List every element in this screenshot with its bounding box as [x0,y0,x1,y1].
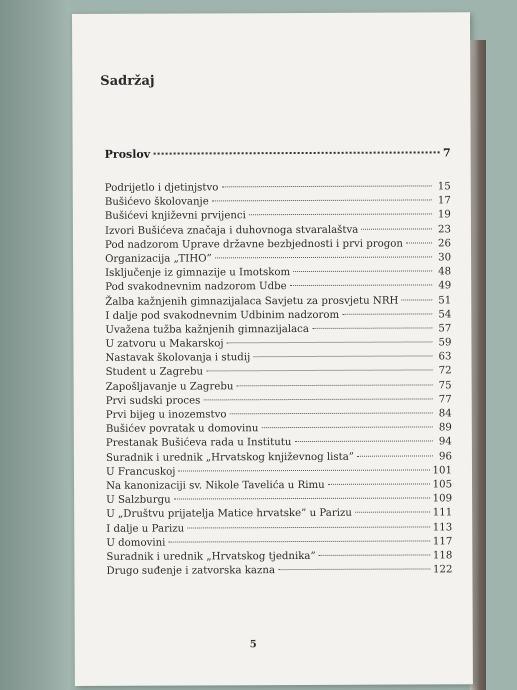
toc-entry-page: 84 [438,408,452,420]
toc-entry-page: 49 [438,280,452,292]
dot-leader [401,299,432,300]
toc-prologue-page: 7 [442,146,451,160]
toc-entry-label: U Salzburgu [106,494,171,506]
toc-entry-page: 122 [432,564,453,576]
toc-entry [105,180,451,196]
toc-entry-page: 109 [432,493,453,505]
toc-entry [106,365,452,381]
toc-entry-page: 17 [437,195,451,207]
toc-entry-page: 23 [437,223,451,235]
toc-entry-label: U Francuskoj [105,466,176,478]
toc-entry-label: Bušićevo školovanje [104,196,209,209]
toc-entry-label: Drugo suđenje i zatvorska kazna [106,565,276,577]
toc-entry [105,265,451,281]
dot-leader [261,427,432,429]
page-number: 5 [249,639,257,651]
toc-entry-page: 59 [438,337,452,349]
page-title: Sadržaj [100,73,155,89]
toc-entry-label: Student u Zagrebu [105,366,204,379]
toc-entry [106,436,452,452]
dot-leader [290,285,433,287]
toc-entry [106,563,452,579]
toc-entry-label: Bušićevi književni prvijenci [104,210,246,223]
dot-leader [221,185,431,187]
toc-entry-label: Zapošljavanje u Zagrebu [105,380,234,393]
toc-entry-label: I dalje pod svakodnevnim Udbinim nadzorom [105,309,340,322]
toc-entry-label: Organizacija „TIHO” [105,253,212,265]
toc-entry-label: Suradnik i urednik „Hrvatskog tjednika” [106,550,316,563]
toc-entry [106,478,452,494]
toc-entry-page: 118 [432,550,453,562]
dot-leader [355,512,430,513]
dot-leader [294,441,432,443]
toc-entry-page: 15 [437,181,451,193]
dot-leader [293,271,432,273]
toc-entry-page: 54 [438,309,452,321]
toc-entry-page: 72 [438,365,452,377]
toc-prologue-label: Proslov [104,147,151,161]
toc-entry [106,549,452,565]
toc-entry [106,464,452,480]
toc-entry [105,195,451,211]
toc-entry-page: 48 [438,266,452,278]
toc-entry-label: I dalje u Parizu [106,523,185,535]
toc-entry-page: 51 [438,294,452,306]
toc-entry-page: 101 [432,465,453,477]
toc-entry [106,422,452,438]
toc-entry-label: Uvažena tužba kažnjenih gimnazijalaca [105,323,309,336]
toc-entry-page: 57 [438,323,452,335]
dot-leader [206,370,432,372]
toc-entry [105,280,451,296]
toc-entry-page: 63 [438,351,452,363]
toc-entry-label: Suradnik i urednik „Hrvatskog književnog lista” [105,451,355,464]
dot-leader [153,151,440,154]
table-of-contents [105,180,453,579]
toc-entry-label: Žalba kažnjenih gimnazijalaca Savjetu za prosvjetu NRH [105,295,399,308]
toc-entry-label: Bušićev povratak u domovinu [105,423,259,436]
dot-leader [168,540,429,542]
toc-entry [105,322,451,338]
dot-leader [361,228,432,229]
dot-leader [178,469,429,471]
toc-entry-page: 105 [432,479,453,491]
toc-entry-label: Isključenje iz gimnazije u Imotskom [105,267,291,279]
toc-entry [106,407,452,423]
dot-leader [174,498,430,500]
toc-entry-label: Nastavak školovanja i studij [105,352,251,365]
toc-prologue [105,146,451,161]
toc-entry [105,209,451,225]
toc-entry [106,492,452,508]
toc-entry [105,237,451,253]
dot-leader [212,200,432,202]
toc-entry-label: Pod nadzorom Uprave državne bezbjednosti i prvi progon [104,238,403,251]
toc-entry-page: 26 [438,238,452,250]
toc-entry-page: 75 [438,379,452,392]
toc-entry-page: 30 [438,252,452,264]
dot-leader [229,412,432,414]
toc-entry [106,379,452,395]
toc-entry-label: Izvori Bušićeva značaja i duhovnoga stvaralaštva [104,224,359,237]
toc-entry-page: 77 [438,394,452,406]
dot-leader [226,341,432,343]
toc-entry [105,351,451,367]
toc-entry-label: U zatvoru u Makarskoj [105,338,224,350]
dot-leader [406,242,432,243]
toc-entry-label: U „Društvu prijatelja Matice hrvatske” u Parizu [106,508,352,521]
toc-entry-page: 113 [432,521,453,533]
dot-leader [249,214,432,216]
toc-entry-label: Podrijetlo i djetinjstvo [104,182,219,194]
toc-entry-page: 94 [438,436,452,448]
dot-leader [342,313,432,314]
dot-leader [328,483,430,484]
toc-entry-page: 89 [438,422,452,434]
toc-entry [106,393,452,409]
book-page [72,12,473,686]
toc-entry-label: Prestanak Bušićeva rada u Institutu [105,437,292,450]
toc-entry [105,251,451,267]
toc-entry-label: Prvi bijeg u inozemstvo [105,409,227,421]
dot-leader [319,554,430,555]
toc-entry [105,308,451,324]
toc-entry-page: 96 [438,450,452,462]
dot-leader [357,455,433,456]
toc-entry [105,294,451,310]
toc-entry [106,450,452,466]
toc-entry-label: Pod svakodnevnim nadzorom Udbe [105,281,287,294]
toc-entry-label: U domovini [106,537,166,549]
dot-leader [215,256,432,258]
dot-leader [312,327,432,329]
dot-leader [278,569,430,571]
dot-leader [236,384,432,386]
toc-entry [106,507,452,523]
toc-entry-page: 117 [432,536,453,548]
dot-leader [203,398,432,400]
toc-entry [105,223,451,239]
toc-entry-page: 111 [432,507,453,519]
toc-entry [106,521,452,537]
toc-entry [105,336,451,352]
toc-entry-page: 19 [437,209,451,221]
toc-entry [106,535,452,551]
toc-entry-label: Prvi sudski proces [105,395,201,407]
dot-leader [187,526,430,528]
dot-leader [253,356,432,358]
toc-entry-label: Na kanonizaciji sv. Nikole Tavelića u Rimu [106,479,325,492]
table-surface-shadow [0,0,70,690]
